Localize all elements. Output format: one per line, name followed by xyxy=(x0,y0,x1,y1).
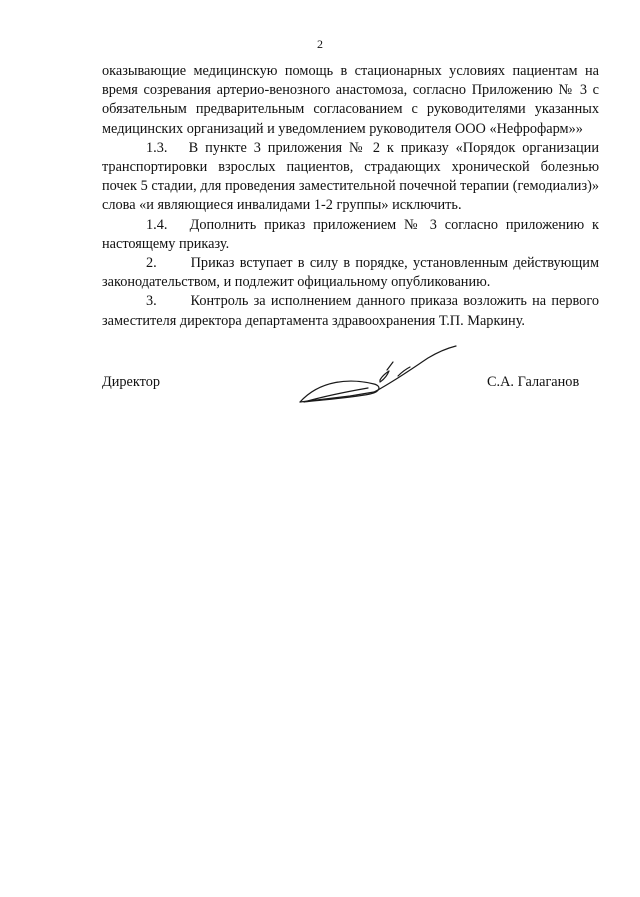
paragraph-item-2: 2. Приказ вступает в силу в порядке, установленным действующим законодательством, и подлежит официальному опубликованию. xyxy=(102,255,599,291)
signer-name: С.А. Галаганов xyxy=(487,374,580,390)
paragraph-item-1-4: 1.4. Дополнить приказ приложением № 3 согласно приложению к настоящему приказу. xyxy=(102,216,599,252)
handwritten-signature xyxy=(290,340,470,420)
paragraph-item-3: 3. Контроль за исполнением данного приказа возложить на первого заместителя директора департамента здравоохранения Т.П. Маркину. xyxy=(102,293,599,329)
position-title: Директор xyxy=(102,374,161,390)
document-body xyxy=(102,62,599,331)
paragraph-continuation: оказывающие медицинскую помощь в стационарных условиях пациентам на время созревания артерио-венозного анастомоза, согласно Приложению № 3 с обязательным предварительным согласованием с руководителями указанных медицинских организаций и уведомлением руководителя ООО «Нефрофарм»» xyxy=(102,63,599,137)
paragraph-item-1-3: 1.3. В пункте 3 приложения № 2 к приказу «Порядок организации транспортировки взрослых пациентов, страдающих хронической болезнью почек 5 стадии, для проведения заместительной почечной терапии (гемодиализ)» слова «и являющиеся инвалидами 1-2 группы» исключить. xyxy=(102,139,599,214)
page-number: 2 xyxy=(317,37,323,51)
